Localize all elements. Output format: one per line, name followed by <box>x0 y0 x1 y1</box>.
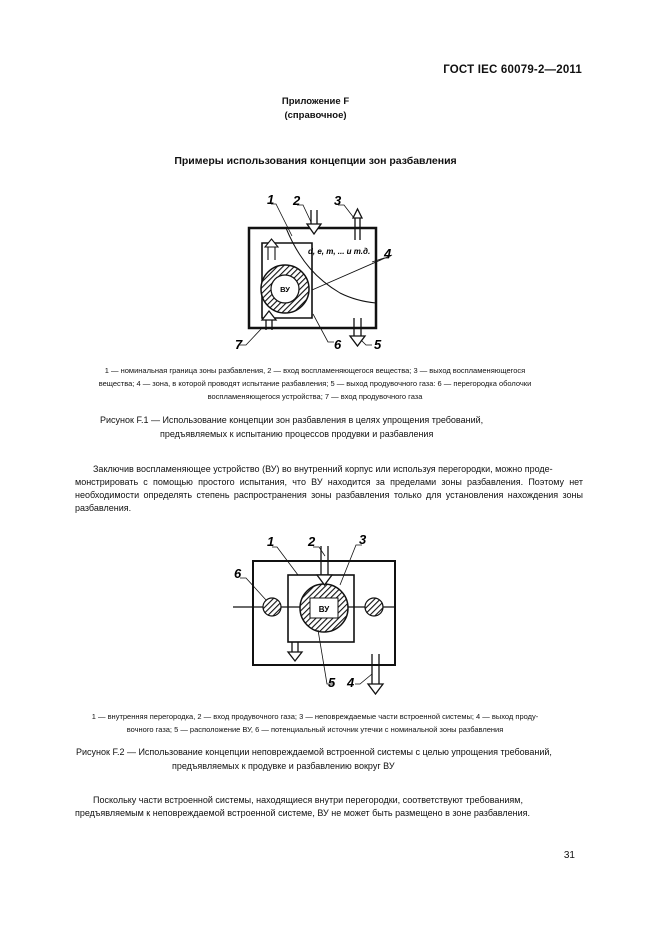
f2-label-4: 4 <box>347 675 355 690</box>
f2-inlet-arrow <box>317 575 332 585</box>
figure2-caption-line1: Рисунок F.2 — Использование концепции неповреждаемой встроенной системы с целью упрощения требований, <box>76 747 552 757</box>
f1-device-label: ВУ <box>280 285 290 294</box>
f1-label-1: 1 <box>267 192 275 207</box>
f2-label-5: 5 <box>328 675 336 690</box>
figure2-caption-line2: предъявляемых к продувке и разбавлению вокруг ВУ <box>172 761 395 771</box>
f1-zone4-line <box>312 255 392 290</box>
f1-label-2: 2 <box>293 193 301 208</box>
figure1-caption-line2: предъявляемых к испытанию процессов продувки и разбавления <box>160 429 434 439</box>
figure1-caption-line1: Рисунок F.1 — Использование концепции зон разбавления в целях упрощения требований, <box>100 415 484 425</box>
annex-subtitle: (справочное) <box>284 110 347 121</box>
f1-zone-text: d, e, m, ... и т.д. <box>308 247 371 256</box>
standard-designation: ГОСТ IEC 60079-2—2011 <box>443 64 582 76</box>
f2-leak-source-left <box>263 598 281 616</box>
f1-label-5: 5 <box>374 337 382 352</box>
f1-label-7: 7 <box>235 337 243 352</box>
f1-purge-outlet-arrow <box>350 336 365 346</box>
paragraph-1: Заключив воспламеняющее устройство (ВУ) во внутренний корпус или используя перегородки, можно проде- монстрировать с помощью простого испытания, что ВУ находится за пределами зоны разбавления. Поэтому нет необходимости определять степень распространения зоны разбавления только для установления нахождения зоны разбавления. <box>75 464 583 513</box>
section-title: Примеры использования концепции зон разбавления <box>174 155 457 167</box>
f2-label-2: 2 <box>308 534 316 549</box>
f2-device-label: ВУ <box>318 605 330 614</box>
f1-outlet-up-arrow <box>353 209 362 218</box>
paragraph-2: Поскольку части встроенной системы, находящиеся внутри перегородки, соответствуют требованиям, предъявляемым к неповреждаемой встроенной системе, ВУ не может быть размещено в зоне разбавления. <box>75 795 530 818</box>
figure2-legend: 1 — внутренняя перегородка, 2 — вход продувочного газа; 3 — неповреждаемые части встроенной системы; 4 — выход проду- вочного газа; 5 — расположение ВУ, 6 — потенциальный источник утечки с номинальной зоны разбавления <box>91 712 539 734</box>
figure1-legend: 1 — номинальная граница зоны разбавления, 2 — вход воспламеняющегося вещества; 3 — выход воспламеняющегося вещества; 4 — зона, в которой проводят испытание разбавления; 5 — выход продувочного газа: 6 — перегородка оболочки воспламеняющегося устройства; 7 — вход продувочного газа <box>98 366 532 401</box>
annex-title: Приложение F <box>281 96 350 107</box>
f1-purge-inlet-arrow <box>262 311 276 320</box>
f2-label-1: 1 <box>267 534 275 549</box>
f2-label-3: 3 <box>359 532 367 547</box>
f1-label-3: 3 <box>334 193 342 208</box>
f1-label-6: 6 <box>334 337 342 352</box>
f1-label-4: 4 <box>384 246 392 261</box>
f2-leak-source-right <box>365 598 383 616</box>
f2-outlet-arrow <box>368 684 383 694</box>
page-number: 31 <box>563 850 575 861</box>
f2-label-6: 6 <box>234 566 242 581</box>
